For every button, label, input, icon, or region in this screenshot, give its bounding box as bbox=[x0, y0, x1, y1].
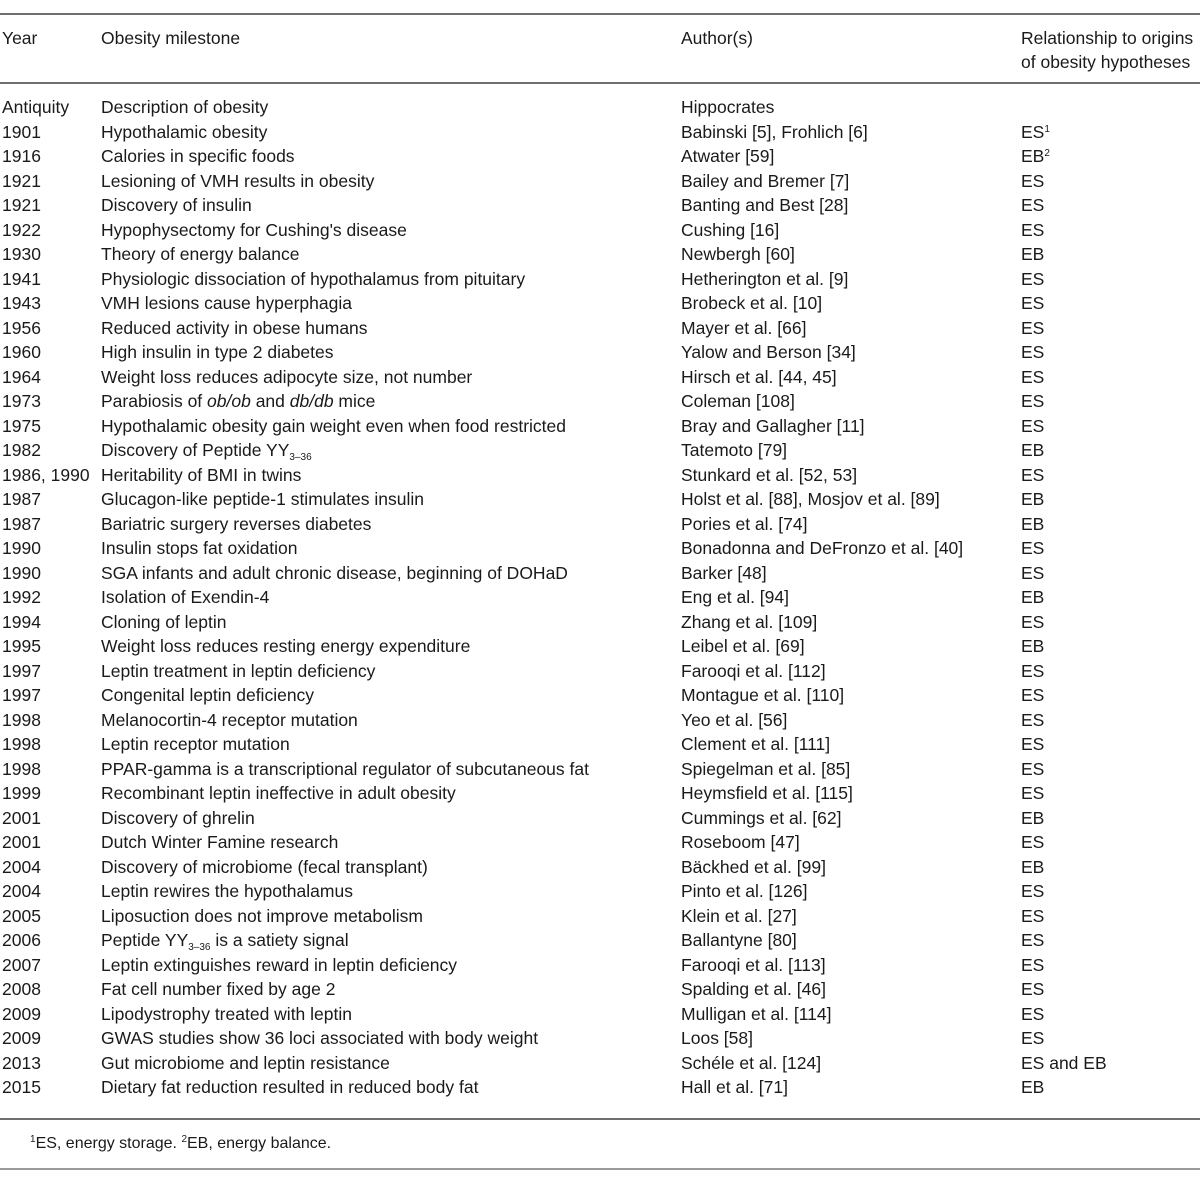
cell-year: 2009 bbox=[2, 1028, 41, 1048]
cell-authors: Mulligan et al. [114] bbox=[681, 1003, 832, 1024]
cell-authors: Hirsch et al. [44, 45] bbox=[681, 366, 837, 387]
cell-relationship bbox=[1021, 708, 1044, 733]
cell-authors: Farooqi et al. [112] bbox=[681, 660, 826, 681]
cell-year: 1901 bbox=[2, 121, 41, 142]
relationship-value: EB bbox=[1021, 513, 1045, 534]
cell-authors: Bailey and Bremer [7] bbox=[681, 170, 850, 191]
cell-authors: Schéle et al. [124] bbox=[681, 1052, 822, 1073]
cell-year: 1956 bbox=[2, 317, 41, 338]
table-row bbox=[0, 634, 1200, 659]
cell-relationship bbox=[1021, 781, 1044, 806]
cell-year: 1987 bbox=[2, 489, 41, 509]
cell-year: 2009 bbox=[2, 1003, 41, 1024]
cell-year: 1921 bbox=[2, 170, 41, 191]
table-row bbox=[0, 757, 1200, 782]
cell-year: 1930 bbox=[2, 244, 41, 264]
cell-authors: Bray and Gallagher [11] bbox=[681, 415, 865, 436]
cell-relationship bbox=[1021, 120, 1050, 145]
table-row bbox=[0, 120, 1200, 145]
relationship-value: ES bbox=[1021, 734, 1045, 754]
cell-relationship bbox=[1021, 1051, 1107, 1076]
relationship-value: ES bbox=[1021, 1003, 1045, 1024]
cell-milestone: GWAS studies show 36 loci associated with body weight bbox=[101, 1028, 539, 1048]
table-footnote bbox=[30, 1133, 331, 1155]
cell-year: 1999 bbox=[2, 783, 41, 803]
cell-year: 1982 bbox=[2, 440, 41, 460]
relationship-value: ES bbox=[1021, 391, 1045, 411]
cell-milestone: Theory of energy balance bbox=[101, 244, 300, 264]
cell-milestone: Discovery of microbiome (fecal transplant) bbox=[101, 856, 428, 877]
cell-relationship bbox=[1021, 218, 1044, 243]
cell-authors: Mayer et al. [66] bbox=[681, 317, 807, 338]
header-relationship-line1: Relationship to origins bbox=[1021, 28, 1194, 48]
relationship-value: ES bbox=[1021, 366, 1045, 387]
cell-milestone: Isolation of Exendin-4 bbox=[101, 587, 270, 607]
cell-year: Antiquity bbox=[2, 97, 70, 117]
cell-year: 1960 bbox=[2, 342, 41, 362]
relationship-value: EB bbox=[1021, 807, 1045, 828]
cell-milestone: Glucagon-like peptide-1 stimulates insulin bbox=[101, 489, 424, 509]
table-row bbox=[0, 732, 1200, 757]
table-row bbox=[0, 242, 1200, 267]
cell-relationship bbox=[1021, 953, 1044, 978]
cell-relationship bbox=[1021, 757, 1044, 782]
cell-year: 2005 bbox=[2, 905, 41, 926]
table-row bbox=[0, 683, 1200, 708]
table-row bbox=[0, 536, 1200, 561]
cell-milestone: Melanocortin-4 receptor mutation bbox=[101, 709, 358, 730]
table-row bbox=[0, 414, 1200, 439]
table-row bbox=[0, 953, 1200, 978]
cell-authors: Cushing [16] bbox=[681, 219, 780, 240]
relationship-footnote-marker: 1 bbox=[1044, 123, 1050, 135]
cell-year: 2004 bbox=[2, 881, 41, 901]
relationship-footnote-marker: 2 bbox=[1044, 148, 1050, 159]
cell-year: 2013 bbox=[2, 1052, 41, 1073]
cell-relationship bbox=[1021, 291, 1044, 316]
cell-milestone: Fat cell number fixed by age 2 bbox=[101, 979, 336, 999]
cell-authors: Banting and Best [28] bbox=[681, 195, 849, 215]
cell-milestone bbox=[101, 438, 312, 463]
cell-authors: Newbergh [60] bbox=[681, 244, 795, 264]
milestone-part: Discovery of Peptide YY bbox=[101, 440, 290, 460]
relationship-value: ES bbox=[1021, 268, 1045, 289]
relationship-value: ES bbox=[1021, 121, 1045, 142]
relationship-value: EB bbox=[1021, 636, 1045, 656]
cell-authors: Roseboom [47] bbox=[681, 832, 800, 852]
relationship-value: ES bbox=[1021, 685, 1045, 705]
relationship-value: ES bbox=[1021, 342, 1045, 362]
cell-relationship bbox=[1021, 977, 1044, 1002]
cell-relationship bbox=[1021, 487, 1044, 512]
table-row bbox=[0, 512, 1200, 537]
cell-authors: Holst et al. [88], Mosjov et al. [89] bbox=[681, 489, 940, 509]
cell-milestone bbox=[101, 389, 375, 414]
cell-milestone: Bariatric surgery reverses diabetes bbox=[101, 513, 372, 534]
cell-authors: Pories et al. [74] bbox=[681, 513, 808, 534]
relationship-value: ES bbox=[1021, 562, 1045, 583]
milestone-subscript: 3–36 bbox=[289, 452, 312, 463]
cell-relationship bbox=[1021, 904, 1044, 929]
cell-milestone: Weight loss reduces resting energy expenditure bbox=[101, 636, 471, 656]
cell-milestone: Weight loss reduces adipocyte size, not number bbox=[101, 366, 473, 387]
cell-relationship bbox=[1021, 169, 1044, 194]
relationship-value: EB bbox=[1021, 587, 1045, 607]
table-row bbox=[0, 708, 1200, 733]
cell-year: 1990 bbox=[2, 562, 41, 583]
milestone-part: is a satiety signal bbox=[210, 930, 349, 950]
cell-relationship bbox=[1021, 144, 1050, 169]
table-row bbox=[0, 365, 1200, 390]
relationship-value: ES bbox=[1021, 758, 1045, 779]
cell-authors: Hall et al. [71] bbox=[681, 1077, 788, 1097]
table-row bbox=[0, 340, 1200, 365]
cell-year: 1986, 1990 bbox=[2, 464, 90, 485]
table-row bbox=[0, 389, 1200, 414]
table-row bbox=[0, 291, 1200, 316]
cell-year: 1987 bbox=[2, 513, 41, 534]
table-bottom-rule bbox=[0, 1118, 1200, 1120]
relationship-value: EB bbox=[1021, 489, 1045, 509]
cell-year: 2015 bbox=[2, 1077, 41, 1097]
footnote-marker-2: 2 bbox=[181, 1134, 187, 1145]
cell-milestone: Hypothalamic obesity gain weight even when food restricted bbox=[101, 415, 566, 436]
cell-year: 1998 bbox=[2, 709, 41, 730]
relationship-value: ES bbox=[1021, 195, 1045, 215]
cell-milestone: Leptin extinguishes reward in leptin deficiency bbox=[101, 954, 458, 975]
table-row bbox=[0, 659, 1200, 684]
cell-relationship bbox=[1021, 683, 1044, 708]
table-row bbox=[0, 830, 1200, 855]
table-header-rule bbox=[0, 82, 1200, 84]
cell-authors: Pinto et al. [126] bbox=[681, 881, 808, 901]
cell-milestone: Dietary fat reduction resulted in reduced body fat bbox=[101, 1077, 479, 1097]
table-row bbox=[0, 977, 1200, 1002]
cell-authors: Loos [58] bbox=[681, 1028, 753, 1048]
cell-authors: Spiegelman et al. [85] bbox=[681, 758, 851, 779]
table-row bbox=[0, 879, 1200, 904]
header-relationship bbox=[1021, 26, 1193, 74]
relationship-value: EB bbox=[1021, 244, 1045, 264]
cell-authors: Coleman [108] bbox=[681, 391, 795, 411]
relationship-value: ES bbox=[1021, 832, 1045, 852]
cell-relationship bbox=[1021, 365, 1044, 390]
cell-milestone: Leptin treatment in leptin deficiency bbox=[101, 660, 376, 681]
table-row bbox=[0, 904, 1200, 929]
table-top-rule bbox=[0, 13, 1200, 15]
cell-year: 1916 bbox=[2, 146, 41, 166]
cell-year: 1922 bbox=[2, 219, 41, 240]
cell-year: 1994 bbox=[2, 611, 41, 632]
table-row bbox=[0, 1002, 1200, 1027]
relationship-value: ES bbox=[1021, 930, 1045, 950]
cell-year: 1992 bbox=[2, 587, 41, 607]
table-row bbox=[0, 144, 1200, 169]
cell-relationship bbox=[1021, 512, 1044, 537]
footnote-marker-1: 1 bbox=[30, 1134, 36, 1145]
cell-relationship bbox=[1021, 242, 1044, 267]
cell-year: 2007 bbox=[2, 954, 41, 975]
cell-authors: Farooqi et al. [113] bbox=[681, 954, 826, 975]
cell-year: 1998 bbox=[2, 734, 41, 754]
milestone-part: mice bbox=[333, 391, 376, 411]
cell-relationship bbox=[1021, 316, 1044, 341]
cell-milestone: Lipodystrophy treated with leptin bbox=[101, 1003, 352, 1024]
footnote-text-1: ES, energy storage. bbox=[35, 1135, 177, 1152]
milestone-part: Peptide YY bbox=[101, 930, 189, 950]
header-milestone: Obesity milestone bbox=[101, 28, 241, 48]
cell-milestone: Hypophysectomy for Cushing's disease bbox=[101, 219, 407, 240]
cell-relationship bbox=[1021, 806, 1044, 831]
cell-authors: Bäckhed et al. [99] bbox=[681, 856, 826, 877]
cell-relationship bbox=[1021, 928, 1044, 953]
cell-milestone: Discovery of insulin bbox=[101, 195, 252, 215]
cell-relationship bbox=[1021, 659, 1044, 684]
cell-authors: Yalow and Berson [34] bbox=[681, 342, 856, 362]
cell-year: 2008 bbox=[2, 979, 41, 999]
table-header bbox=[0, 26, 1200, 82]
cell-relationship bbox=[1021, 389, 1044, 414]
relationship-value: EB bbox=[1021, 856, 1045, 877]
cell-relationship bbox=[1021, 1075, 1044, 1100]
cell-relationship bbox=[1021, 1002, 1044, 1027]
cell-authors: Clement et al. [111] bbox=[681, 734, 831, 754]
cell-relationship bbox=[1021, 414, 1044, 439]
cell-relationship bbox=[1021, 561, 1044, 586]
relationship-value: EB bbox=[1021, 146, 1045, 166]
cell-milestone: Lesioning of VMH results in obesity bbox=[101, 170, 375, 191]
milestone-part: Parabiosis of bbox=[101, 391, 208, 411]
relationship-value: ES bbox=[1021, 293, 1045, 313]
cell-year: 1997 bbox=[2, 660, 41, 681]
cell-milestone: PPAR-gamma is a transcriptional regulator of subcutaneous fat bbox=[101, 758, 589, 779]
relationship-value: ES bbox=[1021, 783, 1045, 803]
cell-relationship bbox=[1021, 610, 1044, 635]
cell-milestone: Hypothalamic obesity bbox=[101, 121, 268, 142]
cell-relationship bbox=[1021, 340, 1044, 365]
footnote-rule bbox=[0, 1168, 1200, 1170]
cell-authors: Barker [48] bbox=[681, 562, 767, 583]
table-row bbox=[0, 218, 1200, 243]
table-row bbox=[0, 561, 1200, 586]
table-row bbox=[0, 1051, 1200, 1076]
cell-milestone: Calories in specific foods bbox=[101, 146, 295, 166]
table-row bbox=[0, 438, 1200, 463]
cell-relationship bbox=[1021, 267, 1044, 292]
cell-milestone: Description of obesity bbox=[101, 97, 269, 117]
cell-milestone: Cloning of leptin bbox=[101, 611, 227, 632]
cell-relationship bbox=[1021, 1026, 1044, 1051]
table-row bbox=[0, 463, 1200, 488]
cell-year: 1997 bbox=[2, 685, 41, 705]
cell-milestone: Heritability of BMI in twins bbox=[101, 464, 302, 485]
cell-year: 1995 bbox=[2, 636, 41, 656]
cell-year: 1990 bbox=[2, 538, 41, 558]
cell-relationship bbox=[1021, 463, 1044, 488]
cell-milestone: Recombinant leptin ineffective in adult obesity bbox=[101, 783, 456, 803]
cell-year: 1973 bbox=[2, 391, 41, 411]
relationship-value: ES bbox=[1021, 709, 1045, 730]
relationship-value: EB bbox=[1021, 1077, 1045, 1097]
cell-authors: Montague et al. [110] bbox=[681, 685, 845, 705]
table-row bbox=[0, 193, 1200, 218]
cell-milestone: Dutch Winter Famine research bbox=[101, 832, 339, 852]
table-row bbox=[0, 806, 1200, 831]
cell-relationship bbox=[1021, 634, 1044, 659]
relationship-value: EB bbox=[1021, 440, 1045, 460]
cell-authors: Stunkard et al. [52, 53] bbox=[681, 464, 858, 485]
header-authors: Author(s) bbox=[681, 28, 753, 48]
cell-milestone: High insulin in type 2 diabetes bbox=[101, 342, 334, 362]
table-row bbox=[0, 316, 1200, 341]
cell-year: 2004 bbox=[2, 856, 41, 877]
cell-authors: Eng et al. [94] bbox=[681, 587, 789, 607]
cell-year: 1998 bbox=[2, 758, 41, 779]
cell-authors: Heymsfield et al. [115] bbox=[681, 783, 853, 803]
cell-relationship bbox=[1021, 732, 1044, 757]
relationship-value: ES bbox=[1021, 170, 1045, 191]
cell-authors: Hippocrates bbox=[681, 97, 775, 117]
relationship-value: ES bbox=[1021, 464, 1045, 485]
cell-milestone: VMH lesions cause hyperphagia bbox=[101, 293, 352, 313]
table-row bbox=[0, 610, 1200, 635]
cell-milestone: Leptin receptor mutation bbox=[101, 734, 290, 754]
cell-year: 1941 bbox=[2, 268, 41, 289]
cell-year: 1943 bbox=[2, 293, 41, 313]
cell-milestone bbox=[101, 928, 349, 953]
cell-year: 1921 bbox=[2, 195, 41, 215]
cell-relationship bbox=[1021, 536, 1044, 561]
table-row bbox=[0, 169, 1200, 194]
relationship-value: ES bbox=[1021, 415, 1045, 436]
milestone-part: and bbox=[250, 391, 290, 411]
cell-year: 2006 bbox=[2, 930, 41, 950]
cell-milestone: Insulin stops fat oxidation bbox=[101, 538, 298, 558]
table-row bbox=[0, 1075, 1200, 1100]
cell-milestone: SGA infants and adult chronic disease, beginning of DOHaD bbox=[101, 562, 568, 583]
cell-milestone: Gut microbiome and leptin resistance bbox=[101, 1052, 390, 1073]
cell-year: 2001 bbox=[2, 807, 41, 828]
table-row bbox=[0, 855, 1200, 880]
cell-milestone: Reduced activity in obese humans bbox=[101, 317, 368, 338]
cell-relationship bbox=[1021, 830, 1044, 855]
header-year: Year bbox=[2, 28, 38, 48]
cell-authors: Ballantyne [80] bbox=[681, 930, 797, 950]
cell-year: 1964 bbox=[2, 366, 41, 387]
cell-milestone: Congenital leptin deficiency bbox=[101, 685, 315, 705]
cell-authors: Tatemoto [79] bbox=[681, 440, 788, 460]
relationship-value: ES bbox=[1021, 317, 1045, 338]
table-row bbox=[0, 585, 1200, 610]
cell-authors: Zhang et al. [109] bbox=[681, 611, 818, 632]
relationship-value: ES bbox=[1021, 881, 1045, 901]
cell-milestone: Liposuction does not improve metabolism bbox=[101, 905, 423, 926]
cell-authors: Atwater [59] bbox=[681, 146, 775, 166]
table-row bbox=[0, 781, 1200, 806]
cell-authors: Spalding et al. [46] bbox=[681, 979, 826, 999]
cell-relationship bbox=[1021, 438, 1044, 463]
cell-milestone: Physiologic dissociation of hypothalamus from pituitary bbox=[101, 268, 526, 289]
relationship-value: ES bbox=[1021, 660, 1045, 681]
cell-authors: Babinski [5], Frohlich [6] bbox=[681, 121, 868, 142]
cell-authors: Hetherington et al. [9] bbox=[681, 268, 849, 289]
footnote-text-2: EB, energy balance. bbox=[187, 1135, 332, 1152]
milestone-subscript: 3–36 bbox=[188, 942, 211, 953]
cell-year: 2001 bbox=[2, 832, 41, 852]
relationship-value: ES bbox=[1021, 611, 1045, 632]
table-row bbox=[0, 267, 1200, 292]
table-row bbox=[0, 1026, 1200, 1051]
table-row bbox=[0, 95, 1200, 120]
cell-relationship bbox=[1021, 585, 1044, 610]
relationship-value: ES bbox=[1021, 979, 1045, 999]
header-relationship-line2: of obesity hypotheses bbox=[1021, 52, 1191, 72]
cell-relationship bbox=[1021, 879, 1044, 904]
relationship-value: ES bbox=[1021, 538, 1045, 558]
cell-authors: Leibel et al. [69] bbox=[681, 636, 805, 656]
cell-relationship bbox=[1021, 193, 1044, 218]
cell-milestone: Leptin rewires the hypothalamus bbox=[101, 881, 353, 901]
cell-authors: Cummings et al. [62] bbox=[681, 807, 842, 828]
cell-authors: Klein et al. [27] bbox=[681, 905, 797, 926]
table-body bbox=[0, 95, 1200, 1100]
cell-authors: Brobeck et al. [10] bbox=[681, 293, 823, 313]
cell-milestone: Discovery of ghrelin bbox=[101, 807, 255, 828]
relationship-value: ES bbox=[1021, 905, 1045, 926]
table-row bbox=[0, 487, 1200, 512]
relationship-value: ES bbox=[1021, 1028, 1045, 1048]
cell-relationship bbox=[1021, 855, 1044, 880]
table-row bbox=[0, 928, 1200, 953]
milestone-part: db/db bbox=[289, 391, 334, 411]
cell-year: 1975 bbox=[2, 415, 41, 436]
milestone-part: ob/ob bbox=[207, 391, 251, 411]
relationship-value: ES and EB bbox=[1021, 1052, 1107, 1073]
relationship-value: ES bbox=[1021, 954, 1045, 975]
relationship-value: ES bbox=[1021, 219, 1045, 240]
cell-authors: Yeo et al. [56] bbox=[681, 709, 788, 730]
cell-authors: Bonadonna and DeFronzo et al. [40] bbox=[681, 538, 964, 558]
